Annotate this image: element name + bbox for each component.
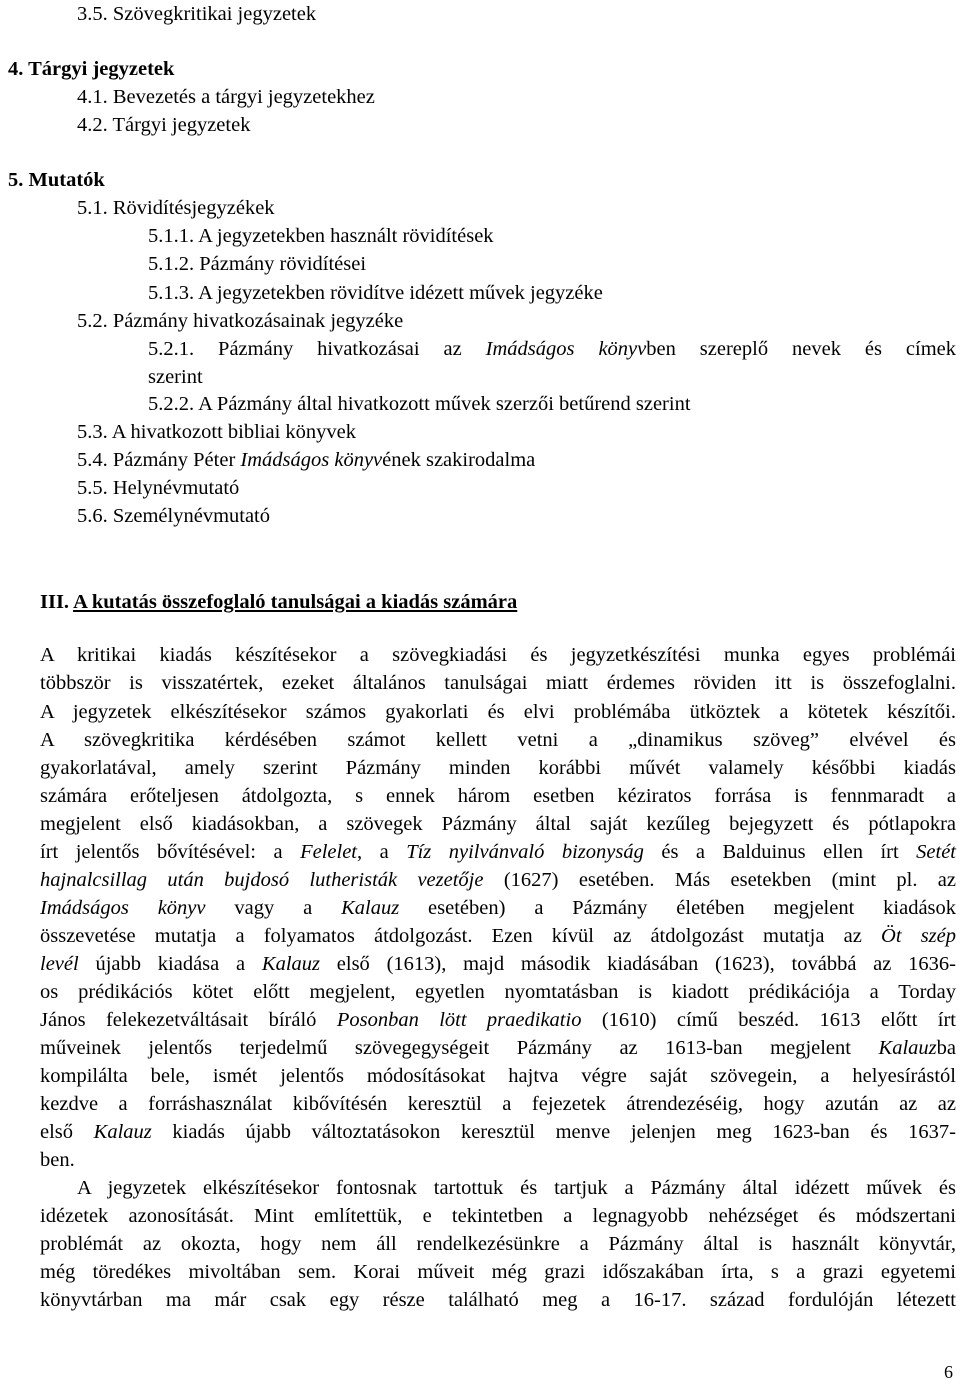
- paragraph-1-line-18: [40, 1118, 956, 1146]
- paragraph-1-line-2: többször is visszatértek, ezeket általános tanulságai miatt érdemes röviden itt is összefoglalni.: [40, 672, 956, 694]
- paragraph-1-line-11: [40, 922, 956, 950]
- text-run: és a Balduinus ellen írt: [643, 841, 917, 863]
- toc-item-4-1: 4.1. Bevezetés a tárgyi jegyzetekhez: [77, 86, 375, 108]
- paragraph-1-line-19: ben.: [40, 1149, 75, 1171]
- toc-item-5-3: 5.3. A hivatkozott bibliai könyvek: [77, 421, 357, 443]
- paragraph-2-line-2: idézetek azonosítását. Mint említettük, e tekintetben a legnagyobb nehézséget és módszertani: [40, 1205, 956, 1227]
- toc-item-5-2-1-cont: szerint: [148, 366, 203, 388]
- paragraph-2-line-3: problémát az okozta, hogy nem áll rendelkezésünkre a Pázmány által is használt könyvtár,: [40, 1233, 956, 1255]
- toc-section-5: 5. Mutatók: [8, 169, 105, 191]
- text-run: írt jelentős bővítésével: a: [40, 841, 301, 863]
- paragraph-1-line-4: A szövegkritika kérdésében számot kellett vetni a „dinamikus szöveg” elvével és: [40, 729, 956, 751]
- toc-item-5-4-rest: ének szakirodalma: [382, 449, 536, 471]
- toc-section-4: 4. Tárgyi jegyzetek: [8, 58, 175, 80]
- paragraph-1-line-12: [40, 950, 956, 978]
- toc-item-5-4-title: Imádságos könyv: [240, 449, 383, 471]
- page-number: 6: [944, 1362, 953, 1382]
- text-run: esetében) a Pázmány életében megjelent kiadások: [399, 897, 957, 919]
- work-title: Posonban lött praedikatio: [336, 1009, 582, 1031]
- paragraph-1-line-15: [40, 1034, 956, 1062]
- toc-item-5-1: 5.1. Rövidítésjegyzékek: [77, 197, 275, 219]
- paragraph-2-line-1: A jegyzetek elkészítésekor fontosnak tartottuk és tartjuk a Pázmány által idézett művek és: [77, 1177, 956, 1199]
- paragraph-1-line-7: megjelent első kiadásokban, a szövegek Pázmány által saját kezűleg bejegyzett és pótlapokra: [40, 813, 956, 835]
- work-title: hajnalcsillag után bujdosó lutheristák vezetője: [40, 869, 484, 891]
- text-run: műveinek jelentős terjedelmű szövegegységeit Pázmány az 1613-ban megjelent: [40, 1037, 879, 1059]
- paragraph-1-line-13: os prédikációs kötet előtt megjelent, egyetlen nyomtatásban is kiadott prédikációja a Torday: [40, 981, 956, 1003]
- work-title: Kalauz: [93, 1121, 152, 1143]
- text-run: vagy a: [205, 897, 342, 919]
- toc-item-5-2-1-title: Imádságos könyv: [485, 338, 647, 360]
- paragraph-2-line-4: még töredékes mivoltában sem. Korai műveit még grazi időszakában írta, s a grazi egyetemi: [40, 1261, 956, 1283]
- paragraph-1-line-14: [40, 1006, 956, 1034]
- section-heading: [40, 588, 517, 616]
- work-title: Tíz nyilvánvaló bizonyság: [406, 841, 644, 863]
- toc-item-5-4-text: 5.4. Pázmány Péter: [77, 449, 241, 471]
- paragraph-1-line-8: [40, 838, 956, 866]
- paragraph-1-line-5: gyakorlatával, amely szerint Pázmány minden korábbi művét valamely későbbi kiadás: [40, 757, 956, 779]
- toc-item-5-2: 5.2. Pázmány hivatkozásainak jegyzéke: [77, 310, 404, 332]
- work-title: Kalauz: [261, 953, 321, 975]
- toc-item-5-1-1: 5.1.1. A jegyzetekben használt rövidítések: [148, 225, 494, 247]
- toc-item-5-2-1-rest: ben szereplő nevek és címek: [646, 338, 956, 360]
- work-title: Setét: [916, 841, 956, 863]
- text-run: első: [40, 1121, 94, 1143]
- toc-item-5-4: [77, 446, 535, 474]
- paragraph-1-line-3: A jegyzetek elkészítésekor számos gyakorlati és elvi problémába ütköztek a kötetek készítői.: [40, 701, 956, 723]
- paragraph-1-line-1: A kritikai kiadás készítésekor a szövegkiadási és jegyzetkészítési munka egyes problémái: [40, 644, 956, 666]
- toc-item-5-1-2: 5.1.2. Pázmány rövidítései: [148, 253, 367, 275]
- work-title: levél: [40, 953, 79, 975]
- section-heading-number: III.: [40, 591, 70, 613]
- paragraph-1-line-10: [40, 894, 956, 922]
- toc-item-5-2-1: [148, 335, 956, 363]
- work-title: Kalauz: [878, 1037, 937, 1059]
- toc-item-5-2-2: 5.2.2. A Pázmány által hivatkozott művek szerzői betűrend szerint: [148, 393, 691, 415]
- toc-item-3-5: 3.5. Szövegkritikai jegyzetek: [77, 3, 317, 25]
- work-title: Kalauz: [341, 897, 400, 919]
- toc-item-5-1-3: 5.1.3. A jegyzetekben rövidítve idézett művek jegyzéke: [148, 282, 603, 304]
- text-run: első (1613), majd második kiadásában (1623), továbbá az 1636-: [320, 953, 956, 975]
- paragraph-1-line-9: [40, 866, 956, 894]
- text-run: (1627) esetében. Más esetekben (mint pl. az: [483, 869, 957, 891]
- text-run: összevetése mutatja a folyamatos átdolgozást. Ezen kívül az átdolgozást mutatja az: [40, 925, 882, 947]
- toc-item-5-6: 5.6. Személynévmutató: [77, 505, 270, 527]
- work-title: Imádságos könyv: [40, 897, 206, 919]
- text-run: (1610) című beszéd. 1613 előtt írt: [581, 1009, 956, 1031]
- text-run: újabb kiadása a: [78, 953, 262, 975]
- section-heading-title: A kutatás összefoglaló tanulságai a kiadás számára: [73, 591, 518, 613]
- paragraph-2-line-5: könyvtárban ma már csak egy része található meg a 16-17. század fordulóján létezett: [40, 1289, 956, 1311]
- text-run: János felekezetváltásait bíráló: [40, 1009, 337, 1031]
- text-run: ba: [936, 1037, 956, 1059]
- paragraph-1-line-16: kompilálta bele, ismét jelentős módosításokat hajtva végre saját szövegein, a helyesírástól: [40, 1065, 956, 1087]
- paragraph-1-line-6: számára erőteljesen átdolgozta, s ennek három esetben kéziratos forrása is fennmaradt a: [40, 785, 956, 807]
- toc-item-5-2-1-text: 5.2.1. Pázmány hivatkozásai az: [148, 338, 486, 360]
- work-title: Felelet: [300, 841, 357, 863]
- work-title: Öt szép: [881, 925, 956, 947]
- text-run: kiadás újabb változtatásokon keresztül menve jelenjen meg 1623-ban és 1637-: [151, 1121, 956, 1143]
- paragraph-1-line-17: kezdve a forráshasználat kibővítésén keresztül a fejezetek átrendezéséig, hogy azután az az: [40, 1093, 956, 1115]
- toc-item-4-2: 4.2. Tárgyi jegyzetek: [77, 114, 251, 136]
- text-run: , a: [356, 841, 407, 863]
- toc-item-5-5: 5.5. Helynévmutató: [77, 477, 240, 499]
